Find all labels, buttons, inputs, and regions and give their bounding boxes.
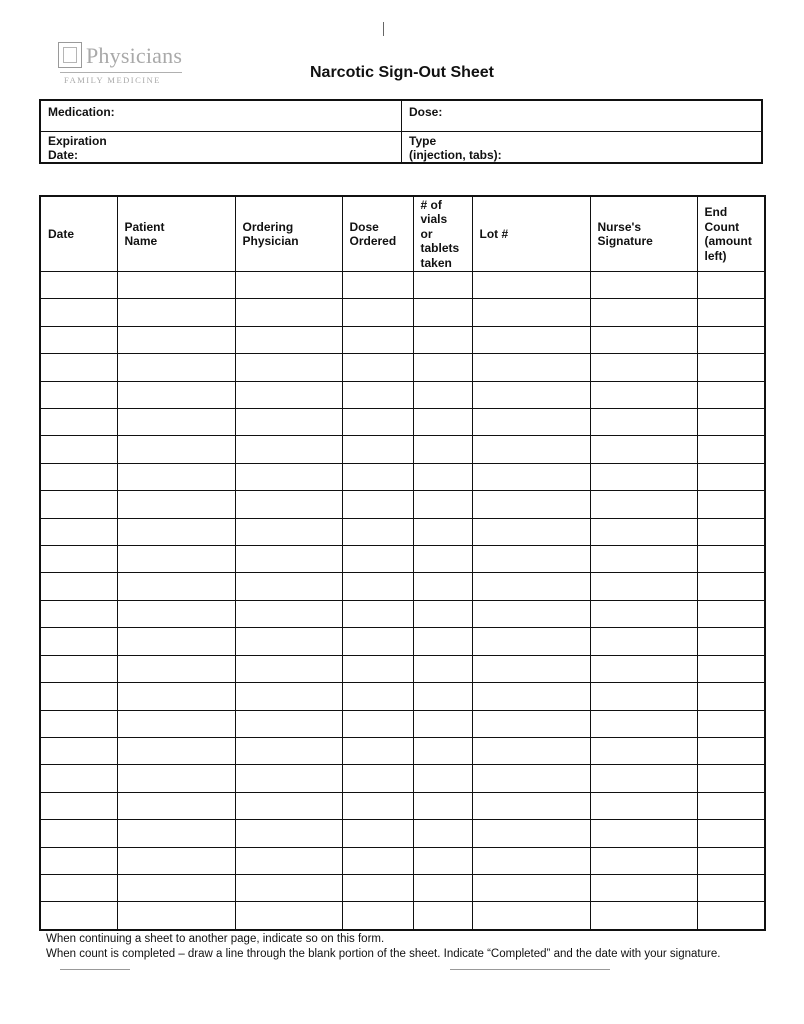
table-cell[interactable] xyxy=(590,546,697,573)
table-cell[interactable] xyxy=(117,518,235,545)
table-cell[interactable] xyxy=(342,683,413,710)
table-cell[interactable] xyxy=(697,820,765,847)
table-cell[interactable] xyxy=(590,299,697,326)
table-header-row xyxy=(40,196,765,272)
column-header-date: Date xyxy=(40,196,117,272)
table-cell[interactable] xyxy=(235,600,342,627)
table-cell[interactable] xyxy=(342,354,413,381)
table-cell[interactable] xyxy=(413,792,472,819)
table-cell[interactable] xyxy=(697,463,765,490)
table-cell[interactable] xyxy=(590,737,697,764)
table-cell[interactable] xyxy=(590,409,697,436)
table-cell[interactable] xyxy=(342,902,413,930)
table-cell[interactable] xyxy=(472,847,590,874)
table-cell[interactable] xyxy=(413,299,472,326)
table-cell[interactable] xyxy=(590,381,697,408)
table-cell[interactable] xyxy=(235,874,342,901)
table-cell[interactable] xyxy=(472,546,590,573)
table-cell[interactable] xyxy=(697,710,765,737)
table-cell[interactable] xyxy=(117,628,235,655)
column-header-ordering-physician: Ordering Physician xyxy=(235,196,342,272)
table-cell[interactable] xyxy=(40,628,117,655)
table-cell[interactable] xyxy=(40,518,117,545)
table-cell[interactable] xyxy=(472,628,590,655)
table-cell[interactable] xyxy=(413,683,472,710)
table-cell[interactable] xyxy=(413,628,472,655)
table-cell[interactable] xyxy=(590,847,697,874)
table-cell[interactable] xyxy=(117,436,235,463)
dose-field[interactable]: Dose: xyxy=(409,105,443,119)
table-cell[interactable] xyxy=(40,847,117,874)
table-cell[interactable] xyxy=(342,628,413,655)
table-cell[interactable] xyxy=(342,491,413,518)
table-cell[interactable] xyxy=(413,573,472,600)
table-cell[interactable] xyxy=(413,436,472,463)
table-row xyxy=(40,737,765,764)
table-cell[interactable] xyxy=(117,381,235,408)
table-row xyxy=(40,354,765,381)
table-cell[interactable] xyxy=(413,381,472,408)
table-row xyxy=(40,710,765,737)
cut-off-footer-right xyxy=(450,969,610,970)
table-body xyxy=(40,272,765,931)
table-cell[interactable] xyxy=(590,436,697,463)
table-cell[interactable] xyxy=(413,847,472,874)
table-cell[interactable] xyxy=(413,600,472,627)
table-cell[interactable] xyxy=(413,710,472,737)
table-row xyxy=(40,518,765,545)
table-cell[interactable] xyxy=(697,765,765,792)
table-cell[interactable] xyxy=(40,655,117,682)
type-field[interactable]: Type (injection, tabs): xyxy=(409,134,502,162)
table-cell[interactable] xyxy=(472,655,590,682)
table-cell[interactable] xyxy=(117,765,235,792)
table-cell[interactable] xyxy=(235,820,342,847)
table-cell[interactable] xyxy=(40,463,117,490)
table-cell[interactable] xyxy=(342,710,413,737)
table-cell[interactable] xyxy=(40,600,117,627)
table-cell[interactable] xyxy=(235,354,342,381)
table-cell[interactable] xyxy=(472,299,590,326)
table-row xyxy=(40,902,765,930)
table-cell[interactable] xyxy=(697,600,765,627)
table-row xyxy=(40,765,765,792)
table-cell[interactable] xyxy=(235,326,342,353)
column-header-patient-name: Patient Name xyxy=(117,196,235,272)
table-cell[interactable] xyxy=(235,299,342,326)
table-cell[interactable] xyxy=(117,326,235,353)
table-cell[interactable] xyxy=(697,436,765,463)
table-cell[interactable] xyxy=(413,902,472,930)
table-row xyxy=(40,381,765,408)
table-cell[interactable] xyxy=(342,573,413,600)
table-cell[interactable] xyxy=(590,491,697,518)
table-cell[interactable] xyxy=(117,409,235,436)
table-row xyxy=(40,600,765,627)
table-cell[interactable] xyxy=(590,765,697,792)
scan-mark xyxy=(383,22,384,36)
table-cell[interactable] xyxy=(472,683,590,710)
table-cell[interactable] xyxy=(342,381,413,408)
table-cell[interactable] xyxy=(697,326,765,353)
table-cell[interactable] xyxy=(590,326,697,353)
table-cell[interactable] xyxy=(235,491,342,518)
table-cell[interactable] xyxy=(40,381,117,408)
table-row xyxy=(40,628,765,655)
table-row xyxy=(40,847,765,874)
table-cell[interactable] xyxy=(117,600,235,627)
table-row xyxy=(40,573,765,600)
table-cell[interactable] xyxy=(235,765,342,792)
table-cell[interactable] xyxy=(697,354,765,381)
column-header-nurse-signature: Nurse's Signature xyxy=(590,196,697,272)
table-cell[interactable] xyxy=(590,820,697,847)
table-cell[interactable] xyxy=(472,737,590,764)
table-cell[interactable] xyxy=(40,737,117,764)
table-cell[interactable] xyxy=(117,847,235,874)
table-cell[interactable] xyxy=(342,546,413,573)
table-cell[interactable] xyxy=(235,463,342,490)
logo-subtitle: FAMILY MEDICINE xyxy=(64,75,161,85)
table-cell[interactable] xyxy=(235,902,342,930)
table-cell[interactable] xyxy=(697,655,765,682)
continuation-note: When continuing a sheet to another page, indicate so on this form. xyxy=(46,933,385,945)
table-row xyxy=(40,820,765,847)
table-cell[interactable] xyxy=(413,820,472,847)
table-cell[interactable] xyxy=(40,765,117,792)
table-cell[interactable] xyxy=(590,902,697,930)
table-cell[interactable] xyxy=(697,847,765,874)
table-cell[interactable] xyxy=(342,272,413,299)
table-cell[interactable] xyxy=(413,518,472,545)
table-row xyxy=(40,436,765,463)
table-row xyxy=(40,326,765,353)
table-cell[interactable] xyxy=(590,354,697,381)
page-title: Narcotic Sign-Out Sheet xyxy=(309,64,495,81)
table-cell[interactable] xyxy=(472,463,590,490)
table-cell[interactable] xyxy=(413,546,472,573)
table-cell[interactable] xyxy=(342,655,413,682)
table-row xyxy=(40,683,765,710)
table-cell[interactable] xyxy=(117,573,235,600)
table-cell[interactable] xyxy=(117,737,235,764)
table-cell[interactable] xyxy=(590,463,697,490)
table-cell[interactable] xyxy=(590,518,697,545)
table-cell[interactable] xyxy=(235,710,342,737)
table-cell[interactable] xyxy=(697,683,765,710)
table-cell[interactable] xyxy=(40,573,117,600)
table-cell[interactable] xyxy=(117,655,235,682)
cut-off-footer-left xyxy=(60,969,130,970)
table-cell[interactable] xyxy=(235,272,342,299)
table-cell[interactable] xyxy=(342,792,413,819)
table-cell[interactable] xyxy=(117,546,235,573)
table-cell[interactable] xyxy=(40,546,117,573)
table-cell[interactable] xyxy=(697,874,765,901)
table-cell[interactable] xyxy=(40,272,117,299)
table-cell[interactable] xyxy=(697,491,765,518)
table-cell[interactable] xyxy=(40,683,117,710)
table-cell[interactable] xyxy=(472,491,590,518)
table-cell[interactable] xyxy=(472,326,590,353)
table-cell[interactable] xyxy=(117,299,235,326)
table-cell[interactable] xyxy=(235,573,342,600)
table-cell[interactable] xyxy=(413,491,472,518)
table-cell[interactable] xyxy=(413,409,472,436)
table-cell[interactable] xyxy=(590,600,697,627)
table-cell[interactable] xyxy=(697,573,765,600)
table-cell[interactable] xyxy=(235,518,342,545)
info-divider-horizontal xyxy=(41,131,761,132)
table-cell[interactable] xyxy=(40,299,117,326)
table-cell[interactable] xyxy=(472,765,590,792)
table-cell[interactable] xyxy=(697,792,765,819)
table-cell[interactable] xyxy=(472,874,590,901)
table-cell[interactable] xyxy=(697,518,765,545)
table-cell[interactable] xyxy=(472,710,590,737)
table-cell[interactable] xyxy=(590,655,697,682)
table-cell[interactable] xyxy=(342,847,413,874)
table-cell[interactable] xyxy=(235,436,342,463)
table-cell[interactable] xyxy=(342,765,413,792)
table-cell[interactable] xyxy=(697,272,765,299)
table-cell[interactable] xyxy=(40,436,117,463)
table-row xyxy=(40,546,765,573)
table-cell[interactable] xyxy=(342,409,413,436)
table-row xyxy=(40,491,765,518)
table-cell[interactable] xyxy=(472,902,590,930)
table-cell[interactable] xyxy=(472,354,590,381)
table-cell[interactable] xyxy=(590,792,697,819)
table-cell[interactable] xyxy=(342,600,413,627)
table-cell[interactable] xyxy=(590,874,697,901)
table-cell[interactable] xyxy=(590,628,697,655)
table-cell[interactable] xyxy=(342,820,413,847)
table-cell[interactable] xyxy=(590,272,697,299)
table-cell[interactable] xyxy=(590,683,697,710)
table-cell[interactable] xyxy=(472,436,590,463)
table-cell[interactable] xyxy=(590,573,697,600)
table-cell[interactable] xyxy=(40,409,117,436)
table-cell[interactable] xyxy=(40,491,117,518)
column-header-end-count: End Count (amount left) xyxy=(697,196,765,272)
table-cell[interactable] xyxy=(697,546,765,573)
table-cell[interactable] xyxy=(342,463,413,490)
table-cell[interactable] xyxy=(40,326,117,353)
table-cell[interactable] xyxy=(413,354,472,381)
table-cell[interactable] xyxy=(235,381,342,408)
table-cell[interactable] xyxy=(413,737,472,764)
table-cell[interactable] xyxy=(117,683,235,710)
table-cell[interactable] xyxy=(697,299,765,326)
table-cell[interactable] xyxy=(235,655,342,682)
table-cell[interactable] xyxy=(40,902,117,930)
expiration-date-field[interactable]: Expiration Date: xyxy=(48,134,107,162)
table-cell[interactable] xyxy=(472,600,590,627)
column-header-lot-number: Lot # xyxy=(472,196,590,272)
table-row xyxy=(40,299,765,326)
table-cell[interactable] xyxy=(697,902,765,930)
table-cell[interactable] xyxy=(342,874,413,901)
table-cell[interactable] xyxy=(342,436,413,463)
table-cell[interactable] xyxy=(697,381,765,408)
table-cell[interactable] xyxy=(342,737,413,764)
table-cell[interactable] xyxy=(235,409,342,436)
table-row xyxy=(40,792,765,819)
table-cell[interactable] xyxy=(472,792,590,819)
table-cell[interactable] xyxy=(472,573,590,600)
table-cell[interactable] xyxy=(40,820,117,847)
logo-name: Physicians xyxy=(86,43,183,68)
table-cell[interactable] xyxy=(40,710,117,737)
column-header-dose-ordered: Dose Ordered xyxy=(342,196,413,272)
table-cell[interactable] xyxy=(117,463,235,490)
table-cell[interactable] xyxy=(413,463,472,490)
table-cell[interactable] xyxy=(117,792,235,819)
table-cell[interactable] xyxy=(413,874,472,901)
medication-field[interactable]: Medication: xyxy=(48,105,115,119)
table-cell[interactable] xyxy=(117,272,235,299)
table-row xyxy=(40,655,765,682)
table-cell[interactable] xyxy=(40,874,117,901)
table-row xyxy=(40,874,765,901)
table-cell[interactable] xyxy=(697,409,765,436)
table-cell[interactable] xyxy=(235,683,342,710)
table-cell[interactable] xyxy=(342,326,413,353)
table-cell[interactable] xyxy=(472,518,590,545)
table-cell[interactable] xyxy=(117,874,235,901)
table-row xyxy=(40,272,765,299)
medication-info-box xyxy=(39,99,763,164)
table-cell[interactable] xyxy=(413,272,472,299)
table-cell[interactable] xyxy=(472,272,590,299)
table-cell[interactable] xyxy=(117,491,235,518)
table-cell[interactable] xyxy=(40,354,117,381)
table-cell[interactable] xyxy=(235,546,342,573)
table-cell[interactable] xyxy=(472,820,590,847)
table-cell[interactable] xyxy=(413,765,472,792)
table-cell[interactable] xyxy=(40,792,117,819)
table-cell[interactable] xyxy=(413,326,472,353)
table-cell[interactable] xyxy=(117,710,235,737)
table-cell[interactable] xyxy=(235,847,342,874)
completion-note: When count is completed – draw a line through the blank portion of the sheet. Indicate “Completed” and the date with your signature. xyxy=(46,948,721,960)
table-cell[interactable] xyxy=(117,354,235,381)
table-cell[interactable] xyxy=(235,628,342,655)
table-cell[interactable] xyxy=(697,737,765,764)
table-cell[interactable] xyxy=(117,820,235,847)
table-row xyxy=(40,409,765,436)
column-header-vials-tablets-taken: # of vials or tablets taken xyxy=(413,196,472,272)
table-cell[interactable] xyxy=(472,381,590,408)
table-cell[interactable] xyxy=(697,628,765,655)
table-cell[interactable] xyxy=(235,737,342,764)
table-cell[interactable] xyxy=(235,792,342,819)
table-cell[interactable] xyxy=(472,409,590,436)
table-cell[interactable] xyxy=(413,655,472,682)
table-cell[interactable] xyxy=(117,902,235,930)
table-row xyxy=(40,463,765,490)
table-cell[interactable] xyxy=(342,518,413,545)
table-cell[interactable] xyxy=(342,299,413,326)
sign-out-table xyxy=(39,195,766,931)
table-cell[interactable] xyxy=(590,710,697,737)
